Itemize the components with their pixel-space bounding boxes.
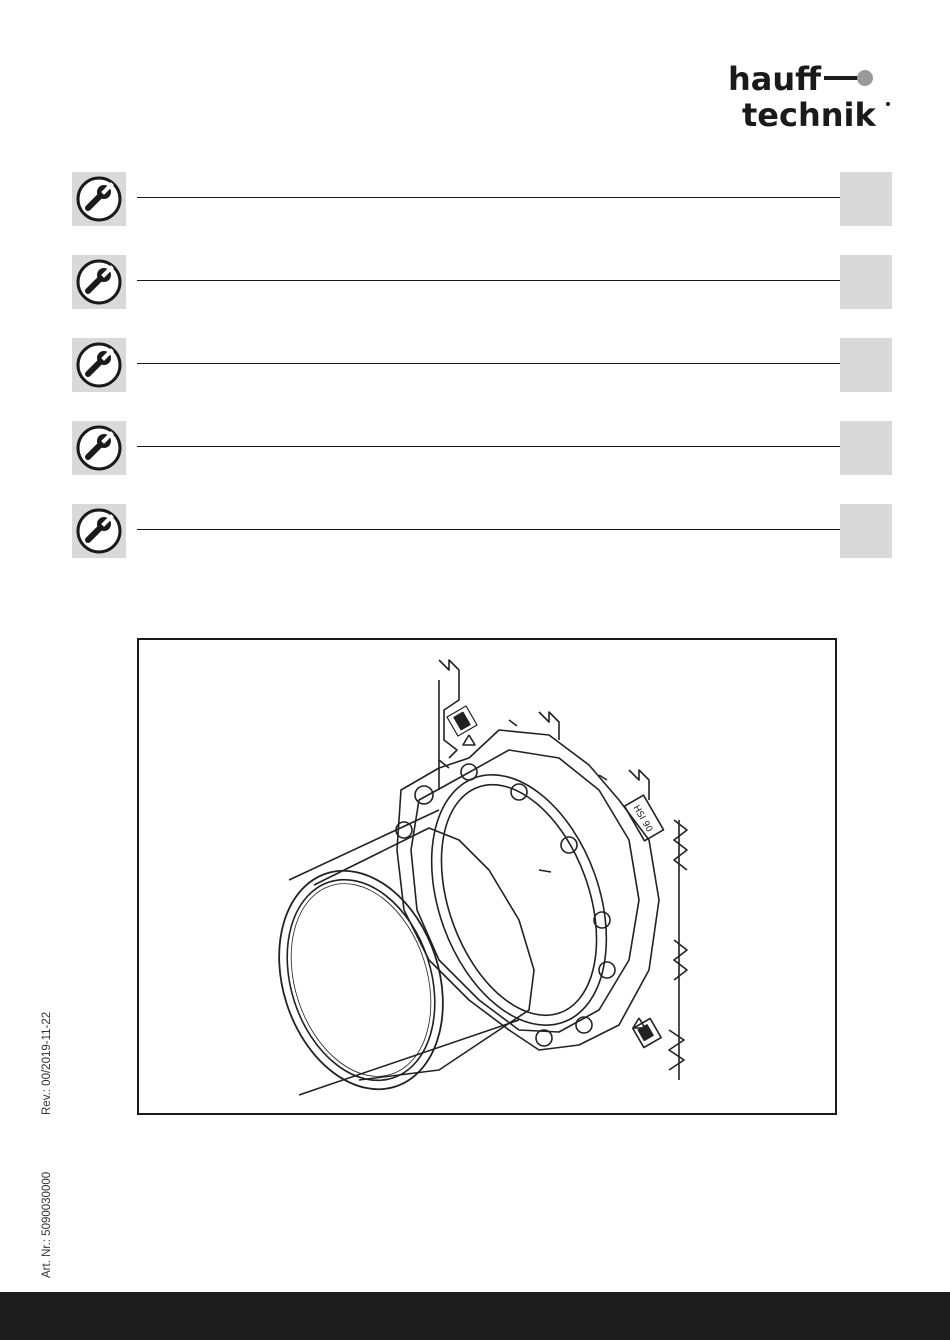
wrench-icon	[72, 421, 126, 475]
revision-text: Rev.: 00/2019-11-22	[41, 1011, 53, 1115]
instruction-section-row	[72, 172, 892, 226]
language-tab	[840, 421, 892, 475]
wrench-icon	[72, 255, 126, 309]
language-tab	[840, 504, 892, 558]
wrench-icon	[72, 338, 126, 392]
section-divider	[137, 197, 840, 198]
language-tab	[840, 255, 892, 309]
footer-bar	[0, 1292, 950, 1340]
hauff-technik-logo	[722, 58, 897, 132]
svg-text:HSI 90: HSI 90	[630, 803, 654, 835]
language-tab	[840, 338, 892, 392]
section-divider	[137, 280, 840, 281]
language-tab	[840, 172, 892, 226]
wall-sleeve-illustration	[139, 640, 835, 1113]
svg-text:technik: technik	[742, 96, 876, 132]
instruction-section-row	[72, 504, 892, 558]
instruction-section-row	[72, 421, 892, 475]
section-divider	[137, 446, 840, 447]
section-divider	[137, 529, 840, 530]
instruction-section-row	[72, 338, 892, 392]
svg-text:hauff: hauff	[728, 60, 822, 98]
wrench-icon	[72, 172, 126, 226]
wrench-icon	[72, 504, 126, 558]
section-divider	[137, 363, 840, 364]
product-illustration-frame	[137, 638, 837, 1115]
article-number-text: Art. Nr.: 5090030000	[41, 1171, 53, 1278]
instruction-section-row	[72, 255, 892, 309]
